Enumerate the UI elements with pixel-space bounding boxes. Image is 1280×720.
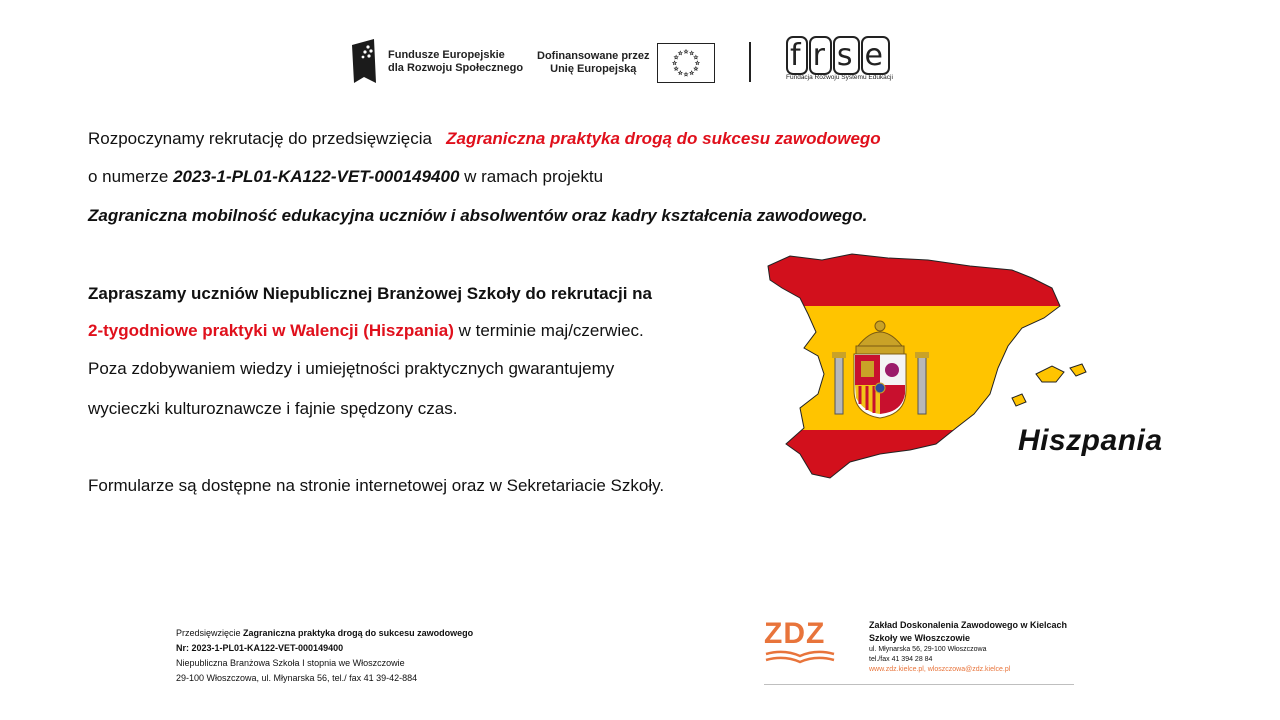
internship-highlight: 2-tygodniowe praktyki w Walencji (Hiszpania) [88, 321, 454, 340]
internship-line [88, 320, 644, 342]
number-suffix: w ramach projektu [464, 167, 604, 186]
eu-logo-line1: Dofinansowane przez [537, 50, 650, 62]
internship-term: w terminie maj/czerwiec. [458, 321, 644, 340]
footer-address: 29-100 Włoszczowa, ul. Młynarska 56, tel./ fax 41 39-42-884 [176, 673, 418, 683]
fe-logo [350, 36, 530, 88]
zdz-logo [764, 618, 836, 670]
zdz-web: www.zdz.kielce.pl, wloszczowa@zdz.kielce.pl [869, 666, 1011, 673]
zdz-info [869, 619, 1067, 675]
eu-flag-icon [657, 43, 715, 83]
number-line [88, 166, 603, 188]
number-prefix: o numerze [88, 167, 169, 186]
island-mallorca [1036, 366, 1064, 382]
fe-flag-icon [350, 37, 380, 87]
footer-school: Niepubliczna Branżowa Szkoła I stopnia we Włoszczowie [176, 658, 405, 668]
footer-project-prefix: Przedsięwzięcie [176, 628, 241, 638]
intro-text: Rozpoczynamy rekrutację do przedsięwzięcia [88, 129, 432, 148]
footer-project-name: Zagraniczna praktyka drogą do sukcesu zawodowego [243, 628, 474, 638]
forms-line: Formularze są dostępne na stronie internetowej oraz w Sekretariacie Szkoły. [88, 476, 665, 495]
eu-logo-line2: Unię Europejską [550, 63, 637, 75]
intro-line [88, 128, 881, 150]
zdz-book-icon [764, 650, 836, 664]
zdz-name-line2: Szkoły we Włoszczowie [869, 633, 971, 643]
frse-wordmark: f r s e [786, 42, 902, 70]
map-label: Hiszpania [1018, 424, 1163, 457]
footer-left-line1 [176, 626, 473, 641]
eu-logo [537, 42, 715, 84]
frse-subtitle: Fundacja Rozwoju Systemu Edukacji [786, 74, 893, 81]
island-menorca [1070, 364, 1086, 376]
zdz-wordmark: ZDZ [764, 617, 826, 650]
zdz-address: ul. Młynarska 56, 29-100 Włoszczowa [869, 646, 987, 653]
frse-logo [786, 38, 902, 81]
footer-divider [764, 684, 1074, 685]
footer-project-number: Nr: 2023-1-PL01-KA122-VET-000149400 [176, 643, 344, 653]
invite-line: Zapraszamy uczniów Niepublicznej Branżowej Szkoły do rekrutacji na [88, 284, 652, 303]
benefits-line: Poza zdobywaniem wiedzy i umiejętności praktycznych gwarantujemy [88, 359, 615, 378]
island-ibiza [1012, 394, 1026, 406]
intro-highlight: Zagraniczna praktyka drogą do sukcesu zawodowego [446, 129, 881, 148]
zdz-phone: tel./fax 41 394 28 84 [869, 656, 933, 663]
fe-logo-line2: dla Rozwoju Społecznego [388, 62, 524, 74]
header-divider [749, 42, 751, 82]
project-name: Zagraniczna mobilność edukacyjna uczniów i absolwentów oraz kadry kształcenia zawodowego. [88, 206, 868, 225]
footer-left [176, 626, 473, 686]
fe-logo-line1: Fundusze Europejskie [388, 49, 505, 61]
project-number: 2023-1-PL01-KA122-VET-000149400 [173, 167, 460, 186]
benefits-line-2: wycieczki kulturoznawcze i fajnie spędzony czas. [88, 399, 458, 418]
zdz-name-line1: Zakład Doskonalenia Zawodowego w Kielcach [869, 620, 1068, 630]
